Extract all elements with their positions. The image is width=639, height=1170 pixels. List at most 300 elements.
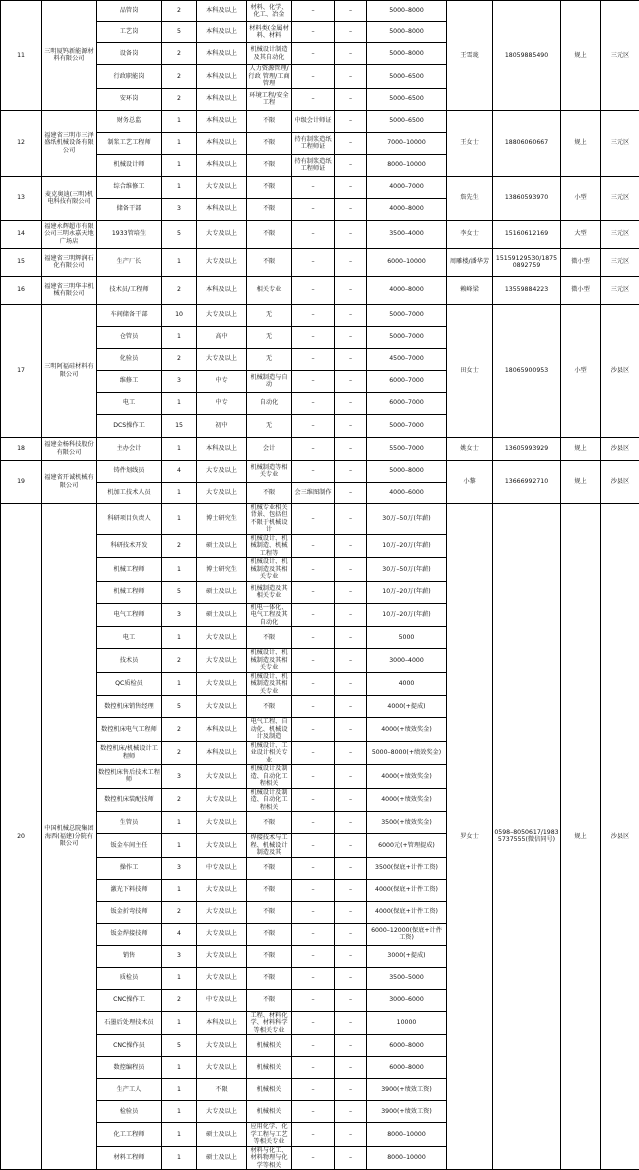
table-cell: 储备干部 <box>97 198 162 220</box>
table-cell: – <box>292 304 335 326</box>
table-cell: 2 <box>162 348 197 370</box>
table-cell: 5500–7000 <box>367 437 447 460</box>
table-cell: – <box>335 1 367 22</box>
table-cell: 工艺岗 <box>97 22 162 43</box>
table-cell: – <box>335 741 367 765</box>
table-cell: 生产工人 <box>97 1079 162 1101</box>
table-cell: 4000(+提成) <box>367 696 447 718</box>
table-cell: 1 <box>162 176 197 198</box>
table-cell: 大专及以上 <box>197 945 247 967</box>
table-cell: 1 <box>162 1011 197 1035</box>
table-cell: 李女士 <box>447 220 493 248</box>
table-cell: 沙县区 <box>601 503 639 1170</box>
table-cell: 三明厦钨新能源材料有限公司 <box>42 1 97 111</box>
table-cell: 4000(+绩效奖金) <box>367 718 447 742</box>
table-cell: – <box>292 1079 335 1101</box>
table-cell: – <box>292 901 335 923</box>
table-cell: 福建省三明辉润石化有限公司 <box>42 248 97 276</box>
table-cell: 30万–50万(年薪) <box>367 503 447 534</box>
table-cell: 小型 <box>561 304 601 437</box>
table-cell: 不限 <box>247 110 292 132</box>
table-cell: 姚女士 <box>447 437 493 460</box>
table-cell: – <box>335 220 367 248</box>
table-cell: 大专及以上 <box>197 672 247 696</box>
table-cell: 无 <box>247 414 292 437</box>
table-cell: – <box>292 696 335 718</box>
table-cell: 麦克奥迪(三明)机电科技有限公司 <box>42 176 97 220</box>
table-cell: 1 <box>162 248 197 276</box>
table-cell: 博士研究生 <box>197 503 247 534</box>
table-cell: 维修工 <box>97 370 162 392</box>
table-cell: – <box>292 923 335 945</box>
table-cell: 材料与化工、材料物理与化学等相关 <box>247 1146 292 1170</box>
table-cell: 行政职能岗 <box>97 65 162 89</box>
table-cell: 1933管培生 <box>97 220 162 248</box>
table-cell: 6000–7000 <box>367 392 447 414</box>
table-row <box>1 437 639 460</box>
table-cell: – <box>292 967 335 989</box>
table-cell: 1 <box>162 1123 197 1147</box>
table-cell: 硕士及以上 <box>197 603 247 627</box>
table-cell: – <box>292 503 335 534</box>
table-cell: – <box>335 304 367 326</box>
table-cell: 3 <box>162 765 197 789</box>
table-cell: – <box>292 812 335 834</box>
table-cell: 5000–7000 <box>367 304 447 326</box>
table-cell: 机械专业相关背景、包括但不限于机械设计 <box>247 503 292 534</box>
table-cell: 硕士及以上 <box>197 534 247 558</box>
table-cell: 规上 <box>561 437 601 460</box>
table-cell: 福建金杨科技股份有限公司 <box>42 437 97 460</box>
table-cell: 1 <box>162 110 197 132</box>
table-cell: 硕士及以上 <box>197 1123 247 1147</box>
table-cell: – <box>335 696 367 718</box>
table-cell: 0598–8050617/19835737555(微信同号) <box>493 503 561 1170</box>
table-cell: 三元区 <box>601 276 639 304</box>
table-cell: 相关专业 <box>247 276 292 304</box>
table-cell: 2 <box>162 43 197 65</box>
table-cell: 大专及以上 <box>197 1035 247 1057</box>
table-cell: 4 <box>162 923 197 945</box>
table-cell: – <box>335 326 367 348</box>
table-cell: 机械设计、机械制造及其相关专业 <box>247 672 292 696</box>
table-cell: 18059885490 <box>493 1 561 111</box>
table-cell: 大专及以上 <box>197 765 247 789</box>
table-cell: 机械设计、工业设计相关专业 <box>247 741 292 765</box>
table-cell: 技术员 <box>97 649 162 673</box>
table-cell: 13666992710 <box>493 460 561 503</box>
table-cell: 大专及以上 <box>197 901 247 923</box>
table-cell: 1 <box>162 834 197 858</box>
table-cell: – <box>292 392 335 414</box>
table-cell: 5 <box>162 696 197 718</box>
table-cell: – <box>335 672 367 696</box>
table-cell: 不限 <box>247 154 292 176</box>
table-cell: 2 <box>162 989 197 1011</box>
table-cell: 石墨后处理技术员 <box>97 1011 162 1035</box>
table-cell: 大专及以上 <box>197 879 247 901</box>
table-cell: 不限 <box>247 857 292 879</box>
table-cell: 4000–6000 <box>367 482 447 503</box>
table-cell: 不限 <box>247 198 292 220</box>
table-cell: 技术员/工程师 <box>97 276 162 304</box>
table-cell: 4 <box>162 460 197 482</box>
table-cell: 操作工 <box>97 857 162 879</box>
table-cell: 4000–8000 <box>367 198 447 220</box>
table-cell: 机械工程师 <box>97 558 162 582</box>
table-cell: 福建永辉超市有限公司三明永嘉天地广场店 <box>42 220 97 248</box>
table-cell: – <box>292 558 335 582</box>
table-cell: 1 <box>162 1146 197 1170</box>
table-cell: 5 <box>162 22 197 43</box>
table-cell: 机械相关 <box>247 1057 292 1079</box>
table-cell: – <box>335 1101 367 1123</box>
table-cell: 5 <box>162 1035 197 1057</box>
table-cell: 4000(保底+计件工资) <box>367 879 447 901</box>
table-cell: – <box>335 812 367 834</box>
table-cell: 18 <box>1 437 42 460</box>
table-cell: – <box>292 1123 335 1147</box>
table-cell: 本科及以上 <box>197 88 247 110</box>
table-cell: 19 <box>1 460 42 503</box>
table-cell: – <box>335 1011 367 1035</box>
table-cell: 硕士及以上 <box>197 1146 247 1170</box>
table-cell: – <box>292 460 335 482</box>
table-cell: – <box>292 945 335 967</box>
table-cell: 4000–7000 <box>367 176 447 198</box>
table-cell: 10万–20万(年薪) <box>367 534 447 558</box>
table-cell: 11 <box>1 1 42 111</box>
table-cell: 机电一体化、电气工程及其自动化 <box>247 603 292 627</box>
table-cell: 仓管员 <box>97 326 162 348</box>
table-cell: 检验员 <box>97 1101 162 1123</box>
table-cell: 1 <box>162 132 197 154</box>
table-cell: 数控机床电气工程师 <box>97 718 162 742</box>
table-cell: 13 <box>1 176 42 220</box>
table-cell: – <box>335 198 367 220</box>
table-cell: 30万–50万(年薪) <box>367 558 447 582</box>
table-cell: 福建省三明市三泽盛纸机械设备有限公司 <box>42 110 97 176</box>
table-cell: 15160612169 <box>493 220 561 248</box>
table-cell: 3 <box>162 945 197 967</box>
table-cell: 材料、化学、化工、冶金 <box>247 1 292 22</box>
table-cell: 1 <box>162 437 197 460</box>
table-cell: 数控机床装配技师 <box>97 788 162 812</box>
table-cell: 1 <box>162 1101 197 1123</box>
table-cell: 詹先生 <box>447 176 493 220</box>
table-cell: 8000–10000 <box>367 1146 447 1170</box>
table-cell: 13605993929 <box>493 437 561 460</box>
table-cell: – <box>292 65 335 89</box>
table-cell: 赖峰梁 <box>447 276 493 304</box>
table-cell: – <box>335 627 367 649</box>
table-cell: 2 <box>162 788 197 812</box>
table-cell: – <box>335 788 367 812</box>
table-cell: 本科及以上 <box>197 65 247 89</box>
table-cell: 化工工程师 <box>97 1123 162 1147</box>
table-cell: 本科及以上 <box>197 276 247 304</box>
table-cell: 1 <box>162 503 197 534</box>
table-cell: – <box>292 248 335 276</box>
table-cell: 数控编程员 <box>97 1057 162 1079</box>
table-cell: – <box>335 414 367 437</box>
table-cell: 机加工技术人员 <box>97 482 162 503</box>
table-cell: 三明阿福硅材料有限公司 <box>42 304 97 437</box>
table-cell: – <box>335 718 367 742</box>
table-cell: 5000–8000 <box>367 43 447 65</box>
table-cell: 不限 <box>247 220 292 248</box>
table-cell: 5000 <box>367 627 447 649</box>
table-cell: 品管岗 <box>97 1 162 22</box>
table-cell: 高中 <box>197 326 247 348</box>
table-cell: 10000 <box>367 1011 447 1035</box>
table-cell: 1 <box>162 879 197 901</box>
table-cell: 5 <box>162 220 197 248</box>
table-cell: 20 <box>1 503 42 1170</box>
table-cell: 15 <box>162 414 197 437</box>
table-cell: 铸件划线员 <box>97 460 162 482</box>
table-cell: 大专及以上 <box>197 696 247 718</box>
table-cell: – <box>292 22 335 43</box>
table-cell: 机械设计及制造、自动化工程相关 <box>247 788 292 812</box>
table-row <box>1 110 639 132</box>
table-cell: – <box>335 558 367 582</box>
table-cell: 2 <box>162 534 197 558</box>
table-cell: – <box>292 718 335 742</box>
table-cell: – <box>335 923 367 945</box>
table-cell: – <box>335 482 367 503</box>
table-cell: QC质检员 <box>97 672 162 696</box>
table-cell: 三元区 <box>601 248 639 276</box>
table-cell: 小型 <box>561 176 601 220</box>
table-cell: – <box>335 460 367 482</box>
table-cell: 电气工程师 <box>97 603 162 627</box>
table-cell: 钣金折弯技师 <box>97 901 162 923</box>
table-cell: 8000–10000 <box>367 154 447 176</box>
table-cell: – <box>292 414 335 437</box>
table-cell: 大专及以上 <box>197 348 247 370</box>
table-cell: 周雕楼/潘华芳 <box>447 248 493 276</box>
table-cell: 微小型 <box>561 248 601 276</box>
table-cell: 3500(保底+计件工资) <box>367 857 447 879</box>
table-cell: 2 <box>162 65 197 89</box>
table-cell: 6000–8000 <box>367 1057 447 1079</box>
table-cell: 8000–10000 <box>367 1123 447 1147</box>
table-cell: 3500–5000 <box>367 967 447 989</box>
table-cell: 不限 <box>247 901 292 923</box>
table-cell: 本科及以上 <box>197 437 247 460</box>
table-cell: 田女士 <box>447 304 493 437</box>
table-cell: 不限 <box>247 812 292 834</box>
table-cell: 大专及以上 <box>197 176 247 198</box>
table-cell: 博士研究生 <box>197 558 247 582</box>
table-cell: 规上 <box>561 460 601 503</box>
table-cell: 不限 <box>247 176 292 198</box>
table-cell: 3000–4000 <box>367 649 447 673</box>
table-cell: 大专及以上 <box>197 1101 247 1123</box>
table-cell: 6000–10000 <box>367 248 447 276</box>
table-cell: 18806060667 <box>493 110 561 176</box>
table-cell: – <box>335 392 367 414</box>
table-cell: 本科及以上 <box>197 110 247 132</box>
table-cell: 人力资源管理/行政 管理/工商管理 <box>247 65 292 89</box>
table-cell: 三元区 <box>601 110 639 176</box>
table-cell: 本科及以上 <box>197 154 247 176</box>
table-cell: 1 <box>162 326 197 348</box>
table-cell: 生管员 <box>97 812 162 834</box>
table-cell: 焊接技术与工程、机械设计制造及其 <box>247 834 292 858</box>
table-cell: – <box>292 1 335 22</box>
table-cell: 机械工程师 <box>97 581 162 603</box>
table-cell: 2 <box>162 1 197 22</box>
table-cell: 1 <box>162 627 197 649</box>
table-cell: 大专及以上 <box>197 834 247 858</box>
table-cell: 本科及以上 <box>197 198 247 220</box>
table-cell: 沙县区 <box>601 460 639 503</box>
table-cell: CNC操作工 <box>97 989 162 1011</box>
table-cell: 大专及以上 <box>197 1057 247 1079</box>
table-cell: – <box>335 503 367 534</box>
table-cell: – <box>335 1146 367 1170</box>
table-cell: 规上 <box>561 503 601 1170</box>
table-cell: 3 <box>162 370 197 392</box>
table-cell: 制浆工艺工程师 <box>97 132 162 154</box>
table-cell: 机械设计制造及其自动化 <box>247 43 292 65</box>
table-cell: 沙县区 <box>601 437 639 460</box>
table-cell: – <box>335 22 367 43</box>
table-cell: 6000–12000(保底+计件工资) <box>367 923 447 945</box>
table-cell: – <box>335 989 367 1011</box>
table-cell: 不限 <box>247 132 292 154</box>
table-cell: – <box>335 348 367 370</box>
table-cell: 机械设计、机械制造及其相关专业 <box>247 558 292 582</box>
table-cell: 16 <box>1 276 42 304</box>
table-cell: 不限 <box>247 627 292 649</box>
table-cell: 大专及以上 <box>197 627 247 649</box>
table-cell: 3 <box>162 198 197 220</box>
table-cell: 沙县区 <box>601 304 639 437</box>
table-cell: 2 <box>162 88 197 110</box>
table-cell: – <box>292 857 335 879</box>
table-cell: 本科及以上 <box>197 1011 247 1035</box>
table-cell: – <box>335 581 367 603</box>
table-cell: 6000元(+管理提成) <box>367 834 447 858</box>
table-cell: 5 <box>162 581 197 603</box>
table-cell: 本科及以上 <box>197 43 247 65</box>
table-cell: 规上 <box>561 110 601 176</box>
table-cell: 三元区 <box>601 1 639 111</box>
table-cell: – <box>292 581 335 603</box>
table-cell: 不限 <box>247 696 292 718</box>
table-cell: – <box>335 88 367 110</box>
table-cell: 14 <box>1 220 42 248</box>
table-cell: 应用化学、化学工程与工艺等相关专业 <box>247 1123 292 1147</box>
table-cell: 1 <box>162 482 197 503</box>
table-cell: 中专及以上 <box>197 989 247 1011</box>
table-cell: 中级会计师证 <box>292 110 335 132</box>
table-cell: 2 <box>162 649 197 673</box>
table-row <box>1 304 639 326</box>
table-cell: – <box>335 437 367 460</box>
table-cell: 机械制造等相关专业 <box>247 460 292 482</box>
table-cell: – <box>335 1123 367 1147</box>
table-cell: – <box>335 132 367 154</box>
table-cell: 1 <box>162 1057 197 1079</box>
table-cell: 7000–10000 <box>367 132 447 154</box>
table-cell: 3900(+绩效工资) <box>367 1101 447 1123</box>
table-cell: 机械设计、机械制造及其相关专业 <box>247 649 292 673</box>
table-cell: – <box>292 276 335 304</box>
table-row <box>1 460 639 482</box>
table-cell: 财务总监 <box>97 110 162 132</box>
table-cell: – <box>335 534 367 558</box>
table-cell: 初中 <box>197 414 247 437</box>
table-cell: 不限 <box>247 945 292 967</box>
table-cell: 大专及以上 <box>197 460 247 482</box>
table-cell: 3500–4000 <box>367 220 447 248</box>
table-row <box>1 248 639 276</box>
table-cell: 本科及以上 <box>197 132 247 154</box>
table-cell: 3900(+绩效工资) <box>367 1079 447 1101</box>
table-cell: 4000(+绩效奖金) <box>367 788 447 812</box>
table-cell: 机械制造及其相关专业 <box>247 581 292 603</box>
table-cell: 2 <box>162 741 197 765</box>
table-cell: 会计 <box>247 437 292 460</box>
table-cell: – <box>292 741 335 765</box>
table-cell: 大专及以上 <box>197 923 247 945</box>
table-cell: – <box>335 901 367 923</box>
table-cell: 5000–6500 <box>367 65 447 89</box>
table-cell: 中国机械总院集团海西(福建)分院有限公司 <box>42 503 97 1170</box>
table-cell: 持有制浆造纸工程师证 <box>292 154 335 176</box>
table-cell: 主办会计 <box>97 437 162 460</box>
table-cell: 自动化 <box>247 392 292 414</box>
table-cell: 机械制造与自动 <box>247 370 292 392</box>
table-cell: 大专及以上 <box>197 649 247 673</box>
table-cell: 大专及以上 <box>197 304 247 326</box>
table-cell: 工程、材料化学、材料科学等相关专业 <box>247 1011 292 1035</box>
table-cell: 本科及以上 <box>197 741 247 765</box>
table-cell: 中专 <box>197 392 247 414</box>
table-row <box>1 220 639 248</box>
table-cell: 大专及以上 <box>197 248 247 276</box>
table-cell: 不限 <box>247 879 292 901</box>
table-cell: 销售 <box>97 945 162 967</box>
table-cell: 材料类(金属材料、材料 <box>247 22 292 43</box>
table-cell: 3500(+绩效奖金) <box>367 812 447 834</box>
table-cell: 2 <box>162 276 197 304</box>
table-cell: 罗女士 <box>447 503 493 1170</box>
table-cell: – <box>335 603 367 627</box>
table-cell: – <box>292 43 335 65</box>
table-cell: 无 <box>247 326 292 348</box>
table-cell: 不限 <box>247 967 292 989</box>
table-cell: 13559884223 <box>493 276 561 304</box>
table-cell: – <box>335 834 367 858</box>
table-cell: 3 <box>162 603 197 627</box>
table-cell: – <box>292 649 335 673</box>
table-cell: 6000–7000 <box>367 370 447 392</box>
table-cell: 大专及以上 <box>197 788 247 812</box>
table-cell: – <box>292 1146 335 1170</box>
table-cell: – <box>292 370 335 392</box>
table-cell: 1 <box>162 967 197 989</box>
table-cell: – <box>335 176 367 198</box>
table-cell: 科研项目负责人 <box>97 503 162 534</box>
table-cell: DCS操作工 <box>97 414 162 437</box>
table-cell: 1 <box>162 672 197 696</box>
table-cell: – <box>292 603 335 627</box>
